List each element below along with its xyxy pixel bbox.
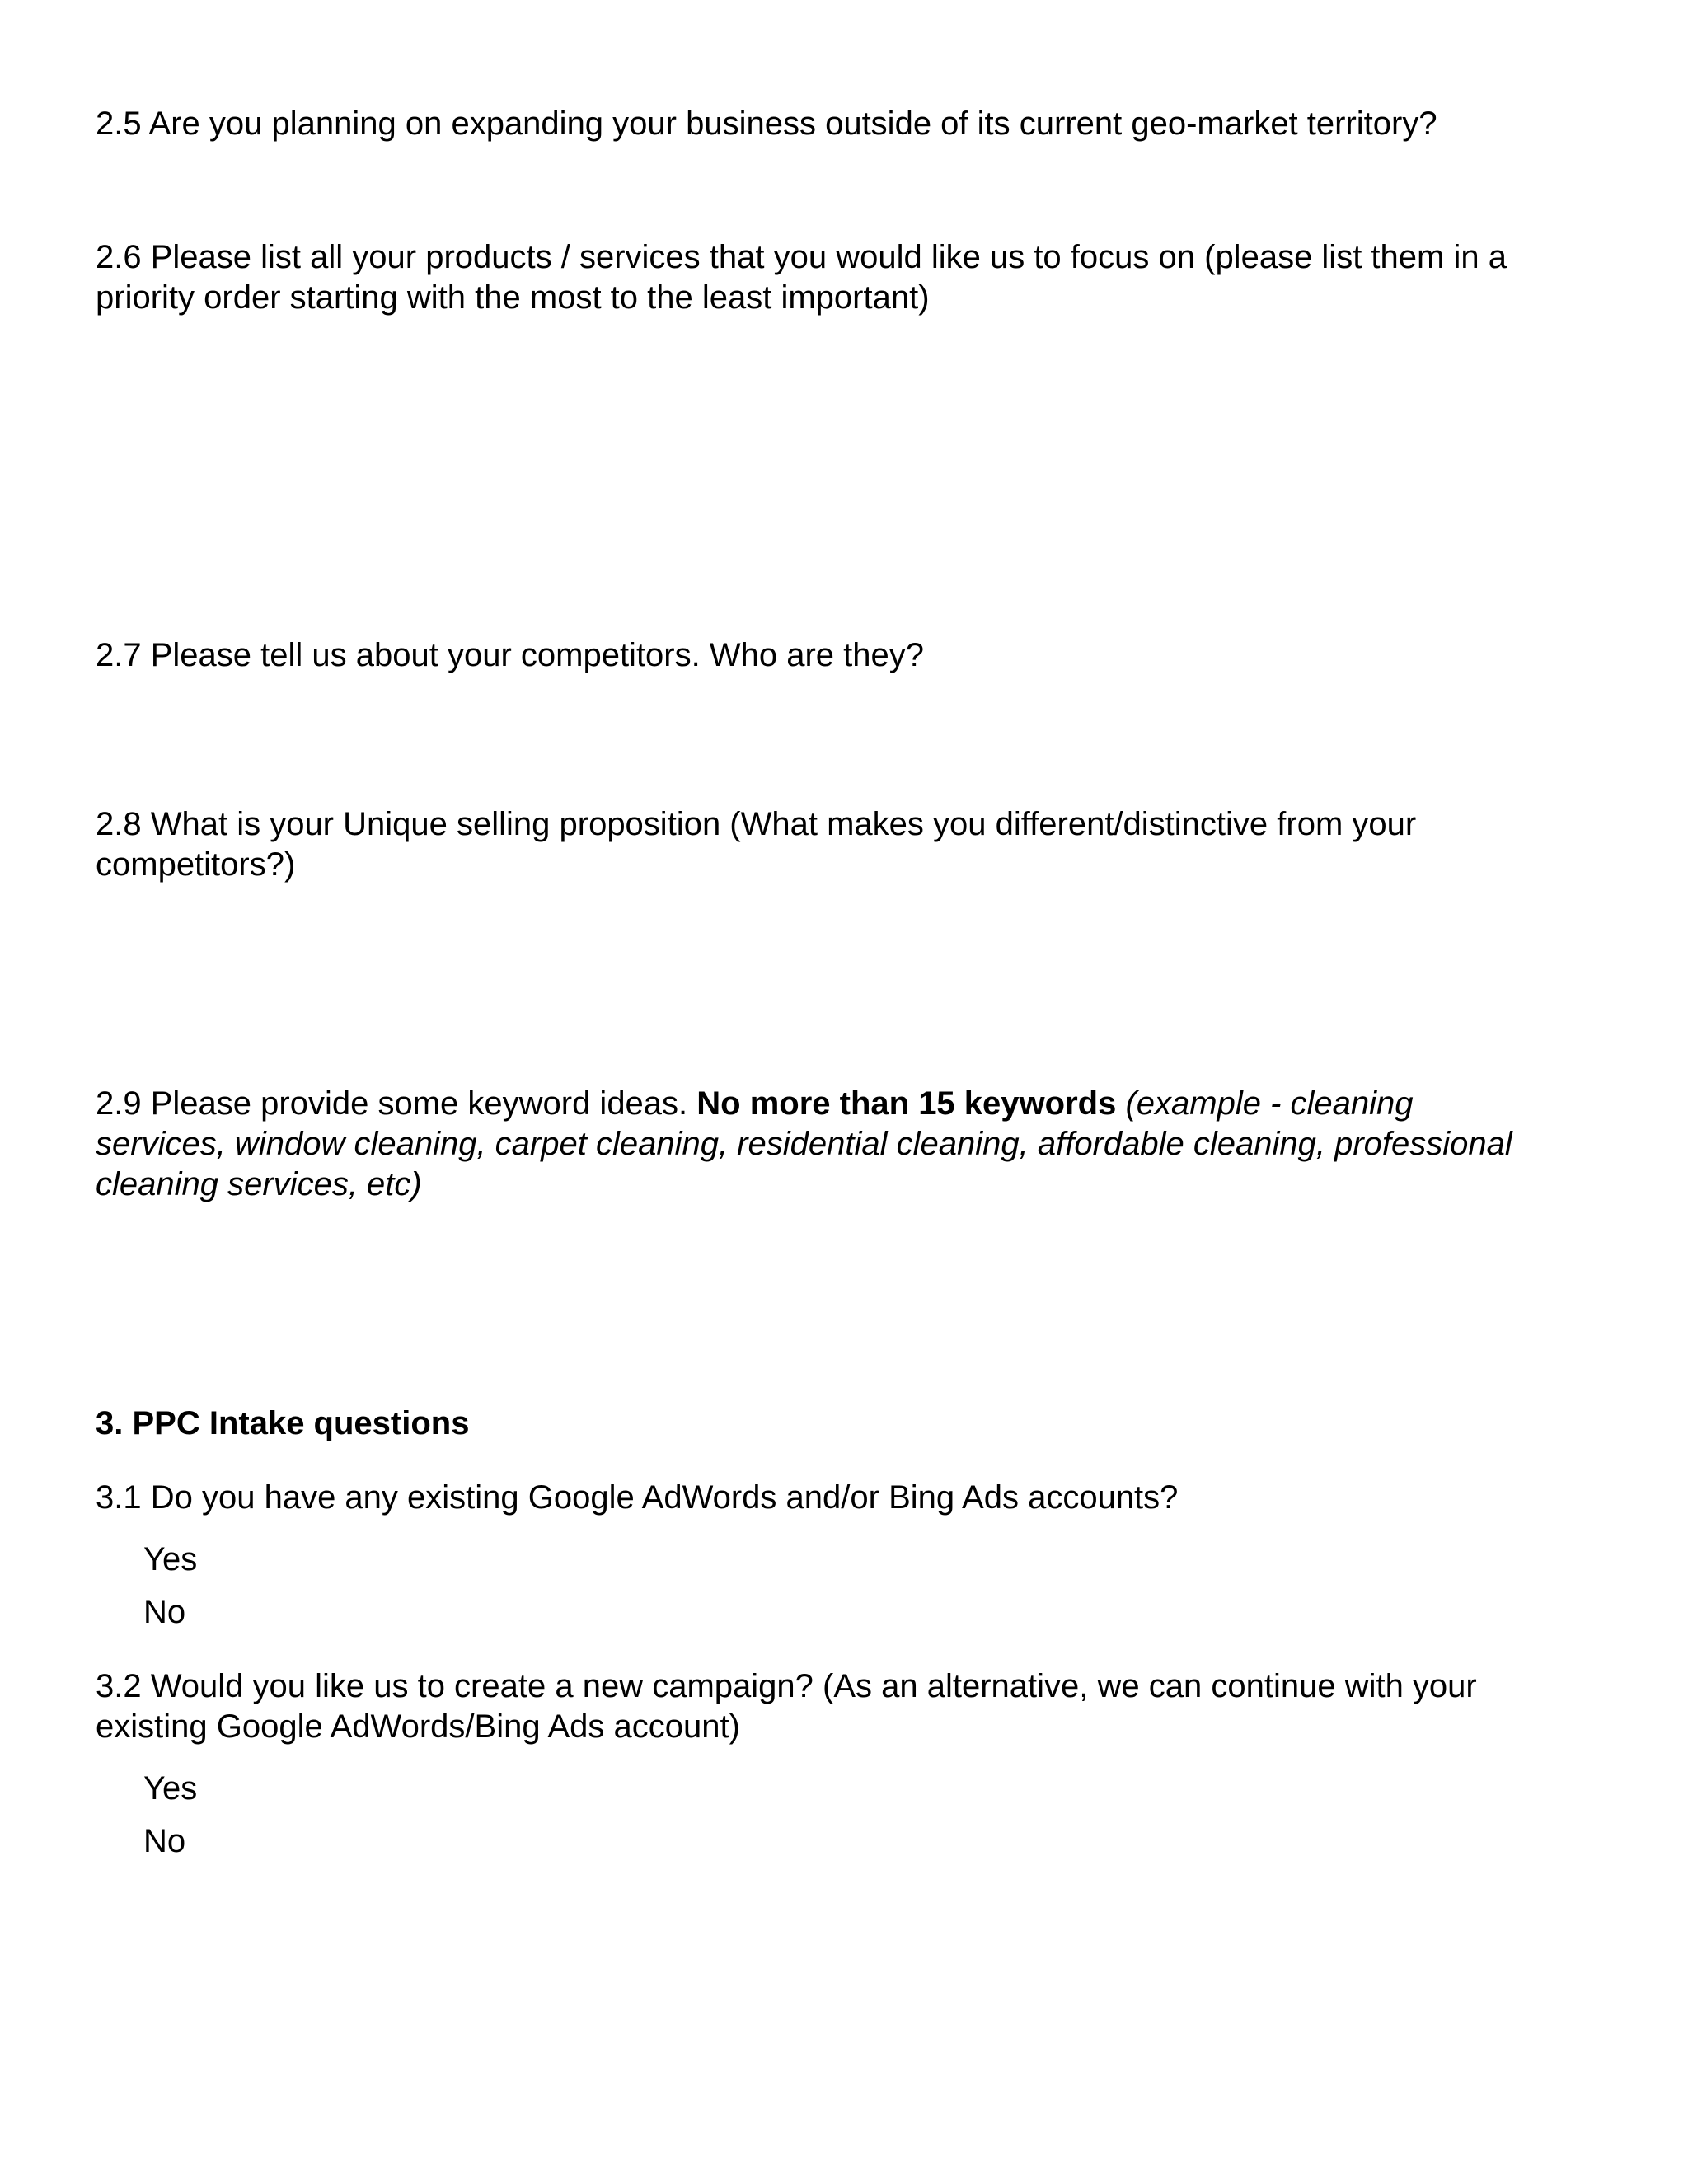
question-3-2-option-yes[interactable]: Yes xyxy=(143,1770,198,1807)
question-3-1: 3.1 Do you have any existing Google AdWords and/or Bing Ads accounts? xyxy=(96,1479,1179,1516)
question-2-8: 2.8 What is your Unique selling proposition (What makes you different/distinctive from your competitors?) xyxy=(96,806,1417,883)
question-3-1-option-yes[interactable]: Yes xyxy=(143,1541,198,1577)
question-3-1-option-no[interactable]: No xyxy=(143,1594,186,1630)
question-2-9-bold: No more than 15 keywords xyxy=(696,1085,1117,1122)
question-2-7: 2.7 Please tell us about your competitors. Who are they? xyxy=(96,637,924,673)
question-3-2: 3.2 Would you like us to create a new campaign? (As an alternative, we can continue with your existing Google AdWords/Bing Ads account) xyxy=(96,1668,1477,1745)
question-2-5: 2.5 Are you planning on expanding your business outside of its current geo-market territory? xyxy=(96,105,1437,142)
question-2-9 xyxy=(96,1084,1546,1205)
question-3-2-option-no[interactable]: No xyxy=(143,1823,186,1859)
question-2-9-example: (example - cleaning services, window cleaning, carpet cleaning, residential cleaning, affordable cleaning, professional cleaning services, etc) xyxy=(96,1085,1512,1202)
section-3-heading: 3. PPC Intake questions xyxy=(96,1405,470,1441)
question-2-6: 2.6 Please list all your products / services that you would like us to focus on (please list them in a priority order starting with the most to the least important) xyxy=(96,239,1507,316)
question-2-9-prefix: 2.9 Please provide some keyword ideas. xyxy=(96,1085,697,1122)
